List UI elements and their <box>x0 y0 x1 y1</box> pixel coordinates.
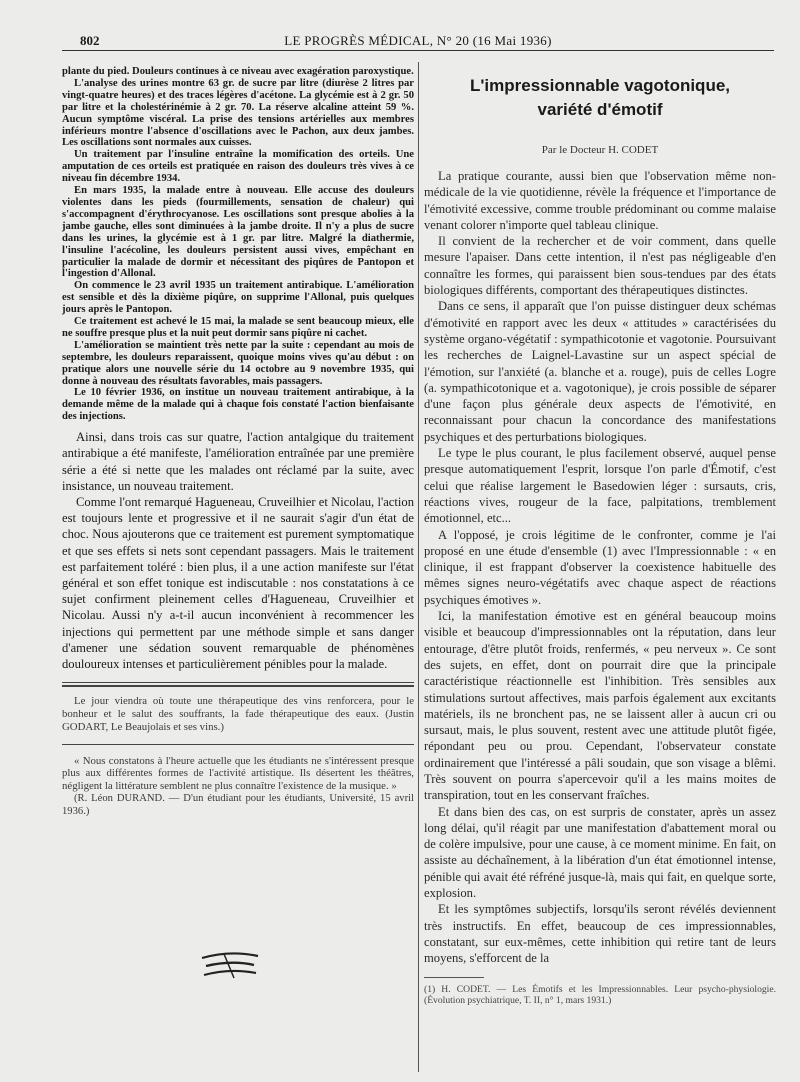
title-line: variété d'émotif <box>537 100 663 119</box>
article-body <box>424 168 776 967</box>
quote-text: Le jour viendra où toute une thérapeutique des vins renforcera, pour le bonheur et le salut des souffrants, la fade thérapeutique des eaux. (Justin GODART, Le Beaujolais et ses vins.) <box>62 695 414 733</box>
case-paragraph: En mars 1935, la malade entre à nouveau. Elle accuse des douleurs violentes dans les pieds (fourmillements, sensation de chaleur) qui s'accompagnent d'érythrocyanose. Les oscillations sont presque abolies à la jambe gauche, elles sont diminuées à la jambe droite. Il n'y a plus de sucre dans les urines, la glycémie est à 1 gr. par litre. Malgré la diathermie, l'insuline l'acécoline, les douleurs persistent aussi vives, empêchant en particulier la malade de dormir et nécessitant des piqûres de Pantopon et l'ingestion d'Allonal. <box>62 185 414 280</box>
case-paragraph: Un traitement par l'insuline entraîne la momification des orteils. Une amputation de ces orteils est pratiquée en raison des douleurs très vives à ce niveau fin décembre 1934. <box>62 149 414 185</box>
case-paragraph: L'amélioration se maintient très nette par la suite : cependant au mois de septembre, les douleurs reparaissent, quoique moins vives qu'au début : on pratique alors une nouvelle série du 14 octobre au 9 novembre 1935, qui donne à nouveau des résultats favorables, mais passagers. <box>62 339 414 387</box>
case-paragraph: On commence le 23 avril 1935 un traitement antirabique. L'amélioration est sensible et dès la dixième piqûre, on supprime l'Allonal, puis quelques jours après le Pantopon. <box>62 280 414 316</box>
running-title: LE PROGRÈS MÉDICAL, N° 20 (16 Mai 1936) <box>284 33 552 48</box>
left-column <box>62 66 414 819</box>
article-paragraph: Il convient de la rechercher et de voir comment, dans quelle mesure l'apaiser. Dans cette intention, il n'est pas négligeable d'en connaître les formes, qui paraissent bien sous-tendues par des états biologiques différents, comportant des thérapeutiques distinctes. <box>424 234 776 298</box>
article-paragraph: Et les symptômes subjectifs, lorsqu'ils seront révélés deviennent très instructifs. En effet, beaucoup de ces impressionnables, constatant, sur eux-mêmes, cette inhibition qui retire tant de leurs moyens, s'efforcent de la <box>424 902 776 966</box>
quote-source: (R. Léon DURAND. — D'un étudiant pour les étudiants, Université, 15 avril 1936.) <box>62 793 414 817</box>
quote-separator <box>62 744 414 745</box>
case-paragraph: Ce traitement est achevé le 15 mai, la malade se sent beaucoup mieux, elle ne souffre presque plus et la nuit peut dormir sans piqûre ni cachet. <box>62 316 414 339</box>
article-paragraph: A l'opposé, je crois légitime de le confronter, comme je l'ai proposé en une étude d'ensemble (1) avec l'Impressionnable : « en clinique, il est frappant d'observer la coexistence habituelle des mêmes signes neuro-végétatifs avec chaque aspect de réactions psychiques émotives ». <box>424 527 776 607</box>
article-paragraph: Ici, la manifestation émotive est en général beaucoup moins visible et beaucoup d'impressionnables ont la réputation, dans leur entourage, d'être plutôt froids, renfermés, « peu nerveux ». Ce sont des sujets, en effet, dont on pourrait dire que la principale caractéristique réactionnelle est l'inhibition. Très sensibles aux stimulations surtout affectives, mais parfois également aux excitants matériels, ils ne bronchent pas, ne se laissent aller à aucun cri ou sursaut, mais, le plus souvent, restent avec une attitude plutôt figée, répondant peu ou prou. Cependant, l'observateur constate ordinairement que l'intéressé a pâli soudain, que son visage a blêmi. Très souvent on pourra s'apercevoir qu'il a les mains moites de transpiration, tout en les conservant fraîches. <box>424 609 776 803</box>
case-paragraph: L'analyse des urines montre 63 gr. de sucre par litre (diurèse 2 litres par vingt-quatre heures) et des traces légères d'acétone. La glycémie est à 2 gr. 50 par litre et la cholestérinémie à 2 gr. 70. La réserve alcaline atteint 59 %. Aucun symptôme viscéral. La prise des tensions artérielles aux membres inférieurs montre l'absence d'oscillations avec le Pachon, aux deux jambes. Les oscillations sont normales aux cuisses. <box>62 77 414 149</box>
conclusion <box>62 429 414 672</box>
case-report <box>62 66 414 423</box>
quote-separator <box>62 682 414 683</box>
page-number: 802 <box>80 33 100 48</box>
article-author: Par le Docteur H. CODET <box>541 144 659 156</box>
case-paragraph: Le 10 février 1936, on institue un nouveau traitement antirabique, à la demande même de la malade qui à chaque fois constaté l'action bienfaisante des injections. <box>62 387 414 423</box>
quote-godart <box>62 695 414 733</box>
quote-separator-thick <box>62 685 414 687</box>
article-paragraph: La pratique courante, aussi bien que l'observation même non-médicale de la vie quotidienne, révèle la fréquence et l'importance de l'émotivité excessive, comme trouble prédominant ou comme malaise venant colorer n'importe quel tableau clinique. <box>424 169 776 232</box>
article-paragraph: Et dans bien des cas, on est surpris de constater, après un assez long délai, qu'il réagit par une manifestation d'abattement moral ou de colère impulsive, pour une cause, à ce moment minime. En fait, on assiste au déchaînement, à la libération d'un état émotionnel intense, pénible qui avait été réfréné jusque-là, mais qui fait, en quelque sorte, explosion. <box>424 804 776 901</box>
title-line: L'impressionnable vagotonique, <box>469 76 731 95</box>
footnote-rule <box>424 977 484 978</box>
column-divider <box>418 62 419 1072</box>
footnote: (1) H. CODET. — Les Émotifs et les Impressionnables. Leur psycho-physiologie. (Évolution psychiatrique, T. II, n° 1, mars 1931.) <box>424 983 776 1006</box>
header-rule <box>62 50 774 51</box>
right-column <box>424 66 776 1006</box>
quote-text: « Nous constatons à l'heure actuelle que les étudiants ne s'intéressent presque plus aux différentes formes de l'activité artistique. Ils désertent les théâtres, négligent la littérature semblent ne plus connaître l'existence de la musique. » <box>62 754 414 793</box>
article-title <box>424 74 776 122</box>
article-paragraph: Dans ce sens, il apparaît que l'on puisse distinguer deux schémas d'émotivité en rapport avec les deux « attitudes » caractérisées du système organo-végétatif : sympathicotonie et vagotonie. Poursuivant les recherches de Laignel-Lavastine sur un aspect spécial de l'émotion, sur l'anxiété (a. blanche et a. rouge), puis de celles Logre (a. sympathicotonique et a. vagotonique), je crois possible de séparer d'une façon plus générale deux aspects de l'émotivité, en reconnaissant pour chacun la concordance des manifestations psychiques et des perturbations biologiques. <box>424 299 776 444</box>
conclusion-paragraph: Ainsi, dans trois cas sur quatre, l'action antalgique du traitement antirabique a été manifeste, l'amélioration entraînée par une première série a été si nette que les malades ont réclamé par la suite, avec insistance, un nouveau traitement. <box>62 430 414 493</box>
quote-durand <box>62 755 414 819</box>
case-paragraph: plante du pied. Douleurs continues à ce niveau avec exagération paroxystique. <box>62 66 414 77</box>
page-header <box>62 33 774 49</box>
article-paragraph: Le type le plus courant, le plus facilement observé, auquel pense presque automatiquement l'esprit, lorsque l'on parle d'Émotif, c'est celui que réalise largement le Basedowien léger : sursauts, cris, réactions vives, rougeur de la face, palpitations, tremblement émotionnel, etc... <box>424 446 776 526</box>
section-ornament <box>200 948 260 984</box>
conclusion-paragraph: Comme l'ont remarqué Hagueneau, Cruveilhier et Nicolau, l'action est toujours lente et progressive et il ne saurait s'agir d'un état de choc. Nous ajouterons que ce traitement est purement symptomatique et que ses effets si nets sont cependant passagers. Mais le traitement est parfaitement toléré : bien plus, il a une action manifeste sur l'état général et son effet tonique est indiscutable : nos constatations à ce sujet confirment pleinement celles d'Hagueneau, Cruveilhier et Nicolau. Aussi n'y a-t-il aucun inconvénient à recommencer les injections qui permettent par une méthode simple et sans danger d'amener une sédation souvent remarquable de phénomènes douloureux intenses et particulièrement pénibles pour la malade. <box>62 495 414 672</box>
